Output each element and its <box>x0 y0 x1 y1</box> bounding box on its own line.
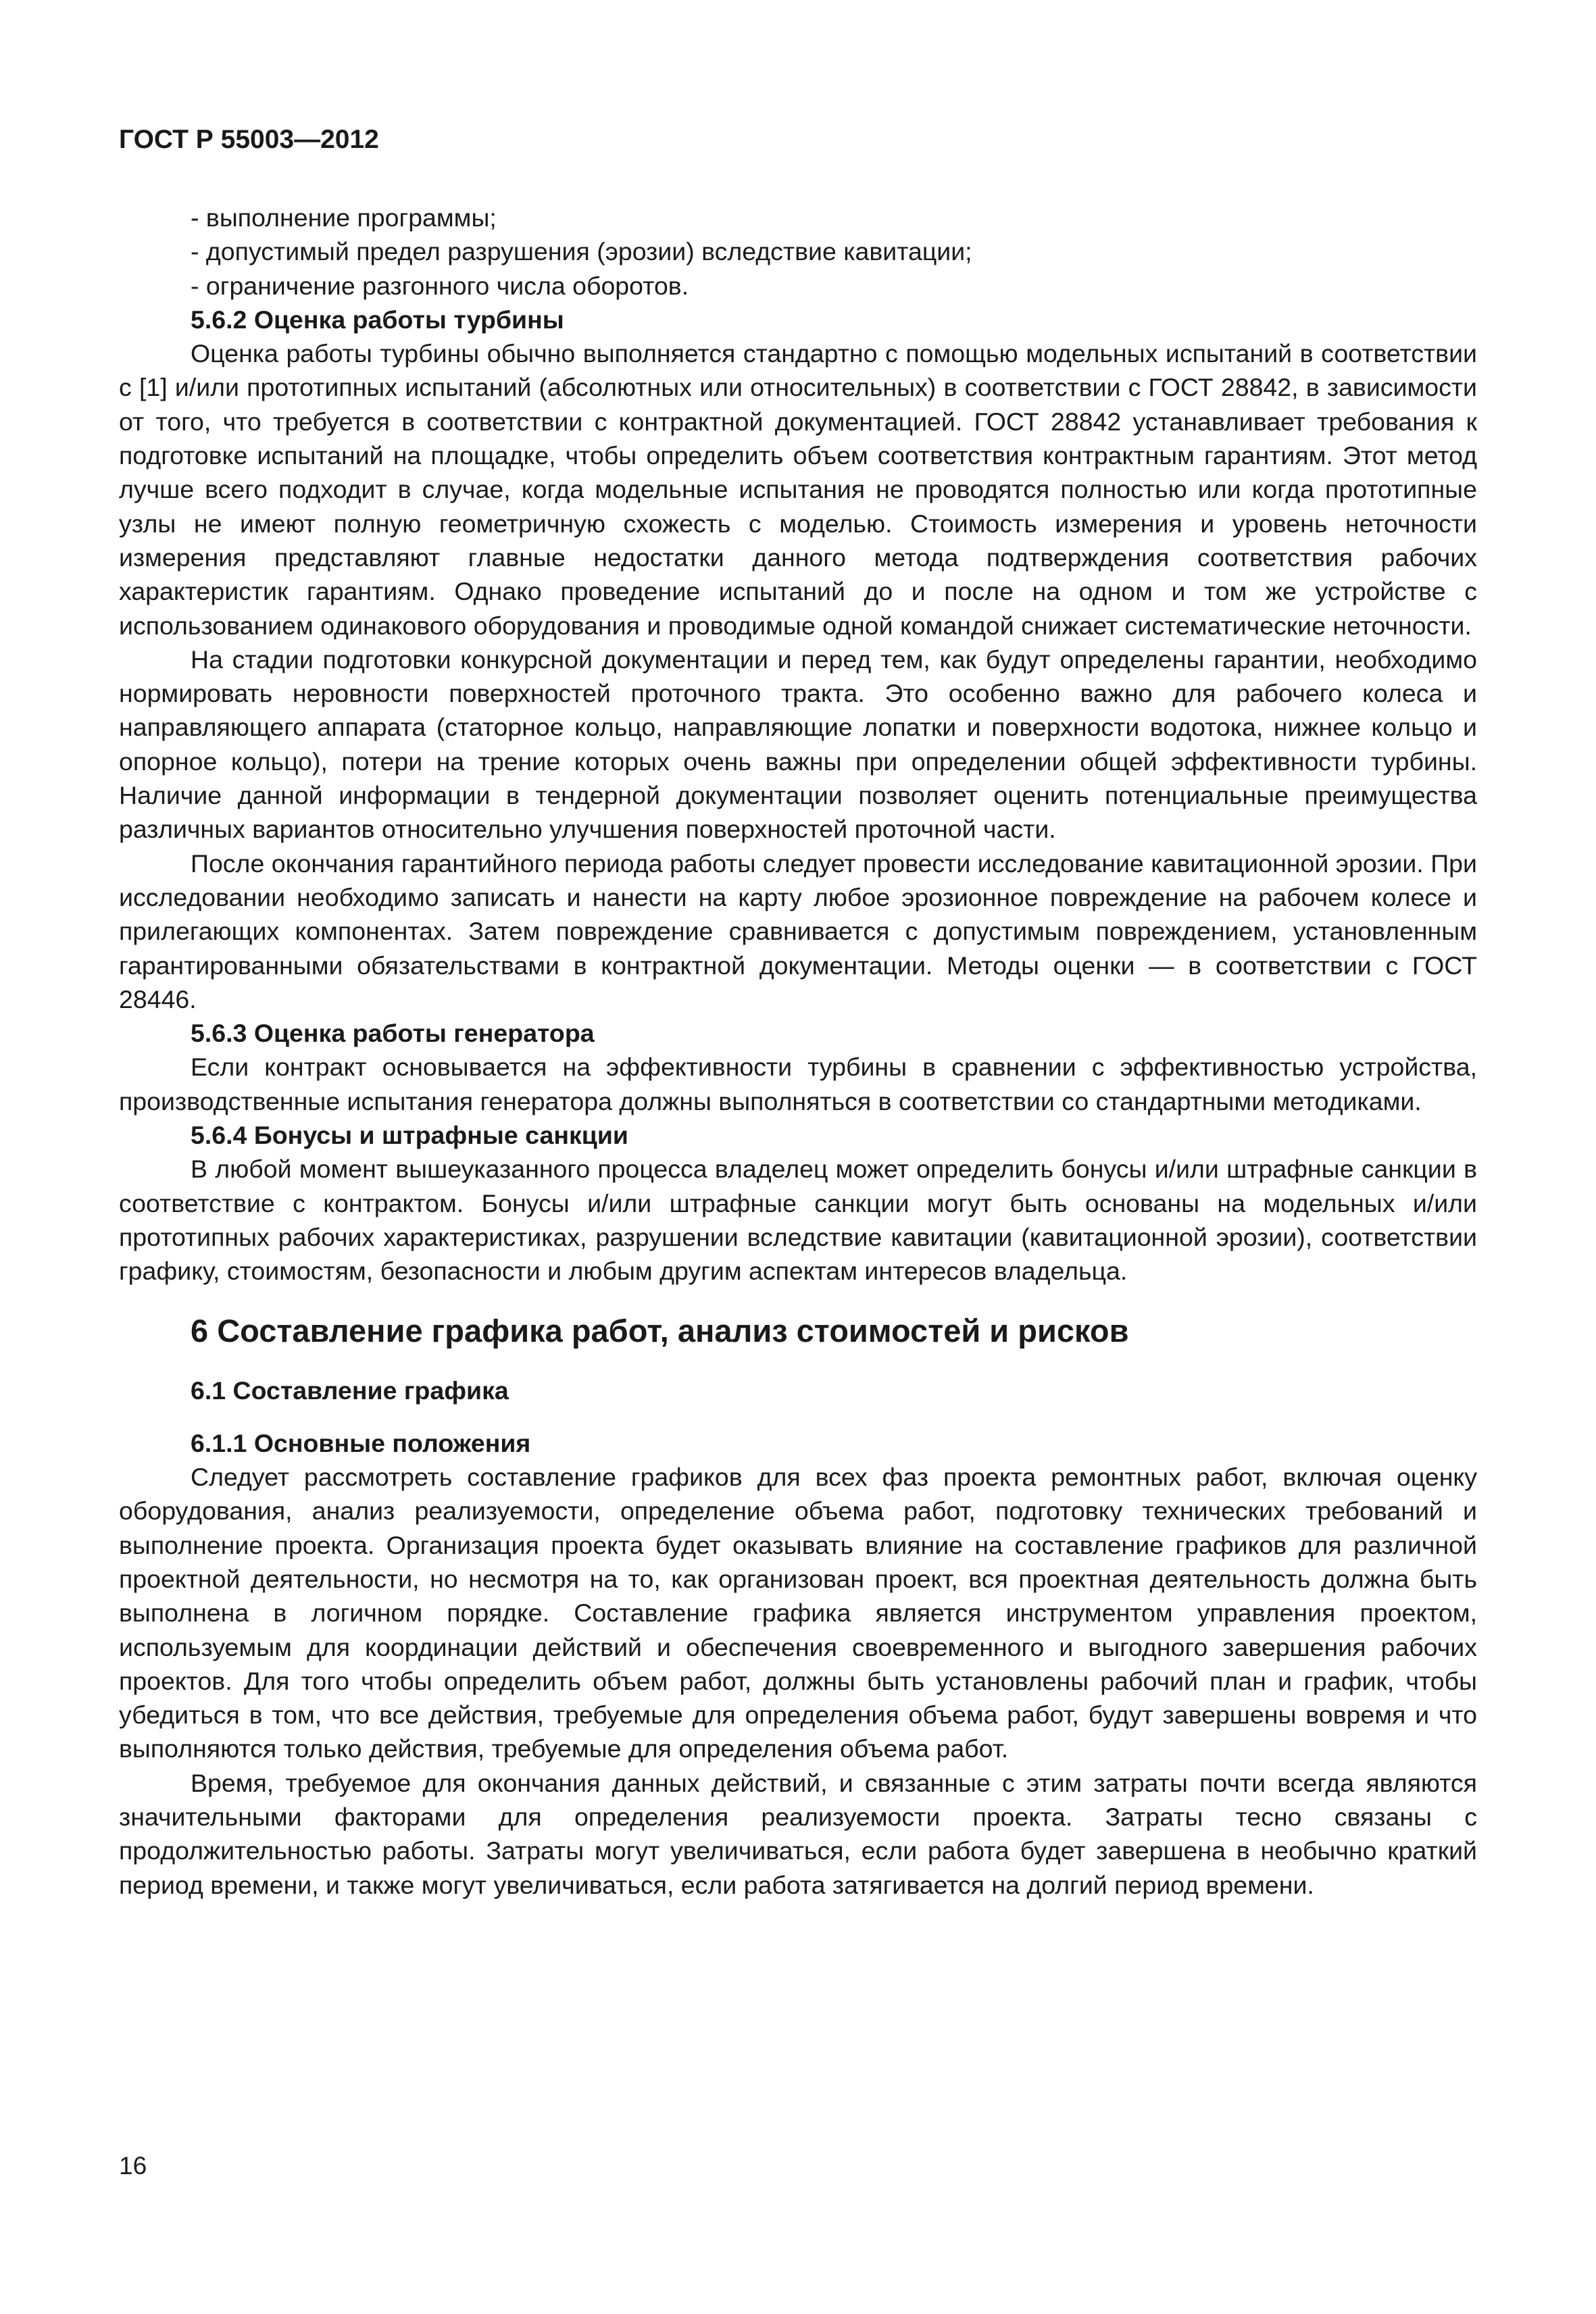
paragraph: В любой момент вышеуказанного процесса владелец может определить бонусы и/или штрафные санкции в соответствие с контрактом. Бонусы и/или штрафные санкции могут быть основаны на модельных и/или прототипных рабочих характеристиках, разрушении вследствие кавитации (кавитационной эрозии), соответствии графику, стоимостям, безопасности и любым другим аспектам интересов владельца. <box>119 1155 1477 1286</box>
section-heading-6-1-1: 6.1.1 Основные положения <box>191 1428 531 1457</box>
paragraph: Оценка работы турбины обычно выполняется стандартно с помощью модельных испытаний в соответствии с [1] и/или прототипных испытаний (абсолютных или относительных) в соответствии с ГОСТ 28842, в зависимости от того, что требуется в соответствии с контрактной документацией. ГОСТ 28842 устанавливает требования к подготовке испытаний на площадке, чтобы определить объем соответствия контрактным гарантиям. Этот метод лучше всего подходит в случае, когда модельные испытания не проводятся полностью или когда прототипные узлы не имеют полную геометричную схожесть с моделью. Стоимость измерения и уровень неточности измерения представляют главные недостатки данного метода подтверждения соответствия рабочих характеристик гарантиям. Однако проведение испытаний до и после на одном и том же устройстве с использованием одинакового оборудования и проводимые одной командой снижает систематические неточности. <box>119 339 1477 640</box>
list-item: - выполнение программы; <box>191 203 497 232</box>
paragraph: Следует рассмотреть составление графиков для всех фаз проекта ремонтных работ, включая оценку оборудования, анализ реализуемости, определение объема работ, подготовку технических требований и выполнение проекта. Организация проекта будет оказывать влияние на составление графиков для различной проектной деятельности, но несмотря на то, как организован проект, вся проектная деятельность должна быть выполнена в логичном порядке. Составление графика является инструментом управления проектом, используемым для координации действий и обеспечения своевременного и выгодного завершения рабочих проектов. Для того чтобы определить объем работ, должны быть установлены рабочий план и график, чтобы убедиться в том, что все действия, требуемые для определения объема работ, будут завершены вовремя и что выполняются только действия, требуемые для определения объема работ. <box>119 1463 1477 1763</box>
chapter-heading-6: 6 Составление графика работ, анализ стоимостей и рисков <box>191 1312 1129 1349</box>
list-item: - ограничение разгонного числа оборотов. <box>191 271 689 300</box>
section-heading-5-6-2: 5.6.2 Оценка работы турбины <box>191 305 564 334</box>
paragraph: Если контракт основывается на эффективности турбины в сравнении с эффективностью устройства, производственные испытания генератора должны выполняться в соответствии со стандартными методиками. <box>119 1053 1477 1115</box>
paragraph: На стадии подготовки конкурсной документации и перед тем, как будут определены гарантии, необходимо нормировать неровности поверхностей проточного тракта. Это особенно важно для рабочего колеса и направляющего аппарата (статорное кольцо, направляющие лопатки и поверхности водотока, нижнее кольцо и опорное кольцо), потери на трение которых очень важны при определении общей эффективности турбины. Наличие данной информации в тендерной документации позволяет оценить потенциальные преимущества различных вариантов относительно улучшения поверхностей проточной части. <box>119 645 1477 844</box>
section-heading-5-6-4: 5.6.4 Бонусы и штрафные санкции <box>191 1121 628 1150</box>
document-header: ГОСТ Р 55003—2012 <box>119 125 379 154</box>
list-item: - допустимый предел разрушения (эрозии) вследствие кавитации; <box>191 237 972 266</box>
page-number: 16 <box>119 2152 147 2180</box>
section-heading-5-6-3: 5.6.3 Оценка работы генератора <box>191 1019 595 1048</box>
paragraph: Время, требуемое для окончания данных действий, и связанные с этим затраты почти всегда являются значительными факторами для определения реализуемости проекта. Затраты тесно связаны с продолжительностью работы. Затраты могут увеличиваться, если работа будет завершена в необычно краткий период времени, и также могут увеличиваться, если работа затягивается на долгий период времени. <box>119 1768 1477 1899</box>
section-heading-6-1: 6.1 Составление графика <box>191 1376 509 1405</box>
document-body <box>119 201 1477 1902</box>
paragraph: После окончания гарантийного периода работы следует провести исследование кавитационной эрозии. При исследовании необходимо записать и нанести на карту любое эрозионное повреждение на рабочем колесе и прилегающих компонентах. Затем повреждение сравнивается с допустимым повреждением, установленным гарантированными обязательствами в контрактной документации. Методы оценки — в соответствии с ГОСТ 28446. <box>119 849 1477 1013</box>
